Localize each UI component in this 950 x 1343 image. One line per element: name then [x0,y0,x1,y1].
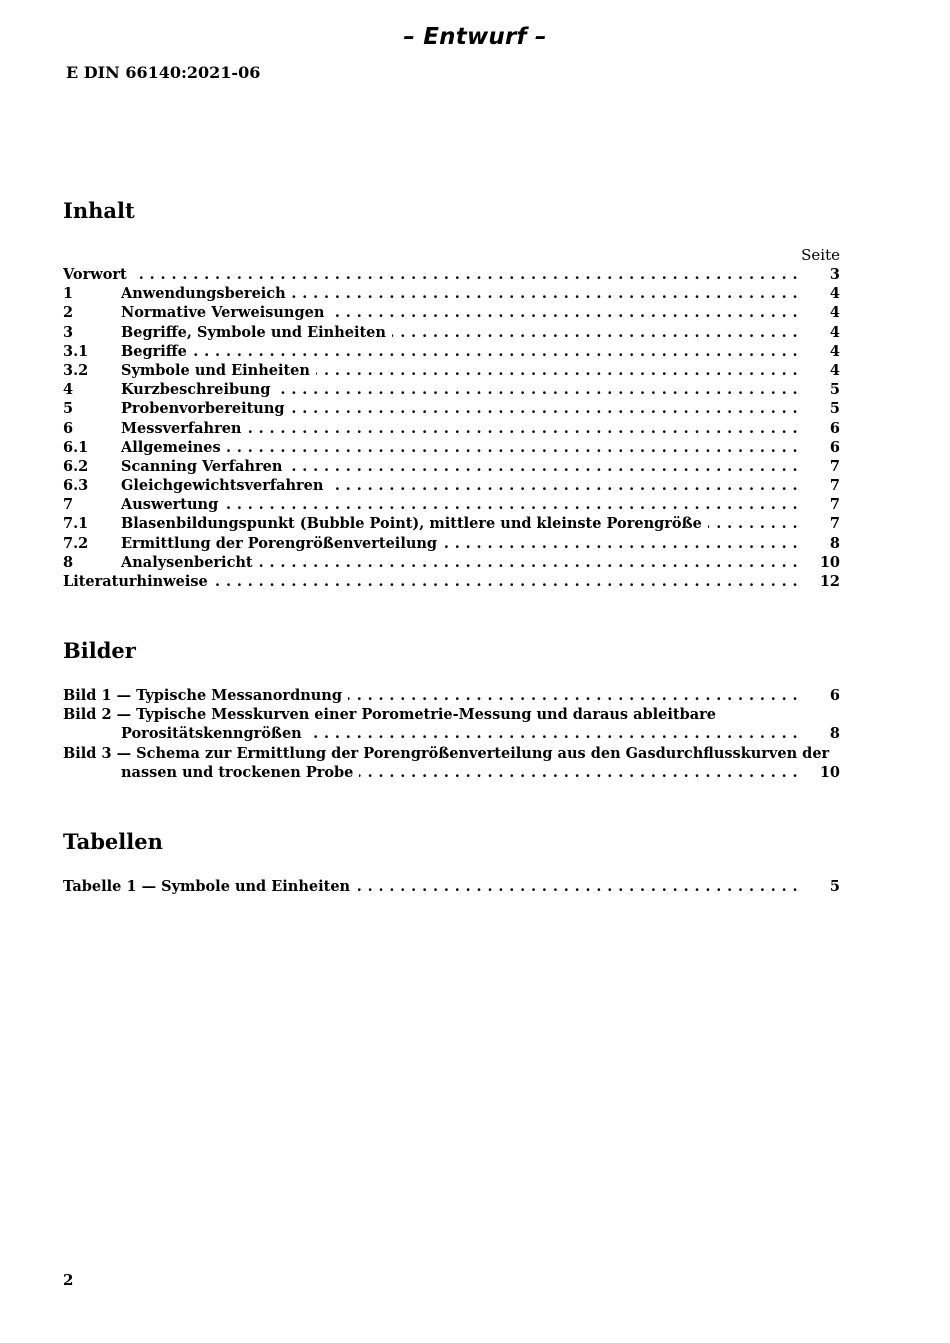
toc-entry-page: 10 [819,553,840,571]
toc-entry-label: Bild 1 — Typische Messanordnung [63,687,348,704]
toc-entry-page: 5 [829,400,840,418]
toc-entry-label: Begriffe [121,343,193,360]
list-of-figures [63,686,840,782]
toc-entry-leader [121,534,798,553]
toc-entry-page: 7 [829,457,840,475]
toc-entry-leader [121,438,798,457]
document-id: E DIN 66140:2021-06 [66,63,261,82]
toc-entry[interactable] [63,495,840,514]
toc-entry[interactable] [63,438,840,457]
toc-entry-leader [121,399,798,418]
toc-entry-leader [121,361,798,380]
toc-entry-page: 3 [829,266,840,283]
toc-entry[interactable] [63,361,840,380]
toc-entry[interactable] [63,514,840,533]
page-column-label: Seite [801,246,840,264]
toc-entry[interactable] [63,342,840,361]
toc-entry-leader [121,553,798,572]
toc-entry-label: Probenvorbereitung [121,400,291,417]
toc-entry-leader [121,342,798,361]
toc-entry-page: 10 [819,763,840,781]
toc-entry-number: 6 [63,419,74,437]
toc-entry-label: nassen und trockenen Probe [121,764,359,781]
toc-entry[interactable] [63,534,840,553]
toc-entry[interactable] [63,265,840,284]
toc-entry[interactable] [63,744,840,763]
tables-heading: Tabellen [63,829,163,854]
toc-entry-leader [121,724,798,743]
toc-entry-label: Normative Verweisungen [121,304,330,321]
toc-entry-number: 5 [63,400,74,418]
toc-entry-page: 12 [819,573,840,590]
toc-entry-page: 7 [829,477,840,495]
toc-entry-label: Auswertung [121,496,224,513]
toc-entry-page: 5 [829,381,840,399]
toc-entry-page: 7 [829,496,840,514]
toc-entry-label: Blasenbildungspunkt (Bubble Point), mittlere und kleinste Porengröße [121,515,708,532]
toc-entry-page: 5 [829,878,840,895]
toc-entry[interactable] [63,763,840,782]
toc-entry-label: Literaturhinweise [63,573,214,590]
figures-heading: Bilder [63,638,136,663]
toc-entry-label: Symbole und Einheiten [121,362,316,379]
toc-entry-label: Analysenbericht [121,554,259,571]
toc-entry-leader [121,419,798,438]
toc-entry[interactable] [63,284,840,303]
toc-entry-leader [63,705,840,724]
toc-entry[interactable] [63,380,840,399]
toc-entry-page: 8 [829,534,840,552]
toc-entry-number: 7.1 [63,515,89,533]
page-number: 2 [63,1271,74,1289]
toc-entry-label: Anwendungsbereich [121,285,292,302]
toc-entry-label: Bild 3 — Schema zur Ermittlung der Porengrößenverteilung aus den Gasdurchflusskurven der [63,745,835,762]
toc-entry-number: 6.1 [63,438,89,456]
draft-title: – Entwurf – [403,24,547,50]
toc-entry-leader [121,495,798,514]
toc-entry-number: 6.2 [63,457,89,475]
toc-entry-leader [121,763,798,782]
toc-entry-number: 3.2 [63,361,89,379]
contents-heading: Inhalt [63,198,135,223]
toc-entry-label: Gleichgewichtsverfahren [121,477,329,494]
toc-entry-label: Tabelle 1 — Symbole und Einheiten [63,878,356,895]
toc-entry-leader [121,380,798,399]
toc-entry-page: 4 [829,323,840,341]
toc-entry-label: Bild 2 — Typische Messkurven einer Porometrie-Messung und daraus ableitbare [63,706,722,723]
toc-entry-page: 6 [829,419,840,437]
toc-entry-number: 4 [63,381,74,399]
toc-entry-leader [121,323,798,342]
toc-entry[interactable] [63,724,840,743]
toc-entry-label: Kurzbeschreibung [121,381,276,398]
toc-entry[interactable] [63,572,840,591]
toc-entry-number: 7.2 [63,534,89,552]
toc-entry-label: Begriffe, Symbole und Einheiten [121,324,392,341]
toc-entry-page: 4 [829,285,840,303]
toc-entry-page: 8 [829,725,840,743]
toc-entry-number: 2 [63,304,74,322]
toc-entry-label: Scanning Verfahren [121,458,288,475]
toc-entry-number: 1 [63,285,74,303]
toc-entry-page: 7 [829,515,840,533]
toc-entry-number: 7 [63,496,74,514]
toc-entry-leader [63,744,840,763]
toc-entry-number: 3.1 [63,342,89,360]
toc-entry[interactable] [63,476,840,495]
toc-entry-number: 3 [63,323,74,341]
toc-entry-page: 4 [829,304,840,322]
toc-entry-page: 6 [829,438,840,456]
toc-entry-label: Vorwort [63,266,133,283]
toc-entry-leader [63,877,798,896]
toc-entry[interactable] [63,419,840,438]
toc-entry-leader [63,686,798,705]
toc-entry-label: Messverfahren [121,420,247,437]
toc-entry-leader [121,514,798,533]
toc-entry-number: 6.3 [63,477,89,495]
toc-entry-number: 8 [63,553,74,571]
toc-entry-leader [121,476,798,495]
toc-entry-label: Ermittlung der Porengrößenverteilung [121,535,443,552]
toc-entry-label: Allgemeines [121,439,227,456]
toc-entry-leader [121,284,798,303]
toc-entry-label: Porositätskenngrößen [121,725,308,742]
toc-entry-leader [63,265,798,284]
toc-entry-page: 4 [829,342,840,360]
toc-entry-leader [63,572,798,591]
toc-entry[interactable] [63,877,840,896]
toc-entry[interactable] [63,303,840,322]
toc-entry-page: 4 [829,361,840,379]
toc-entry[interactable] [63,323,840,342]
toc-entry[interactable] [63,457,840,476]
toc-entry[interactable] [63,686,840,705]
toc-entry-leader [121,303,798,322]
toc-entry[interactable] [63,553,840,572]
list-of-tables [63,877,840,896]
table-of-contents [63,265,840,591]
toc-entry[interactable] [63,705,840,724]
toc-entry-leader [121,457,798,476]
toc-entry-page: 6 [829,687,840,704]
toc-entry[interactable] [63,399,840,418]
